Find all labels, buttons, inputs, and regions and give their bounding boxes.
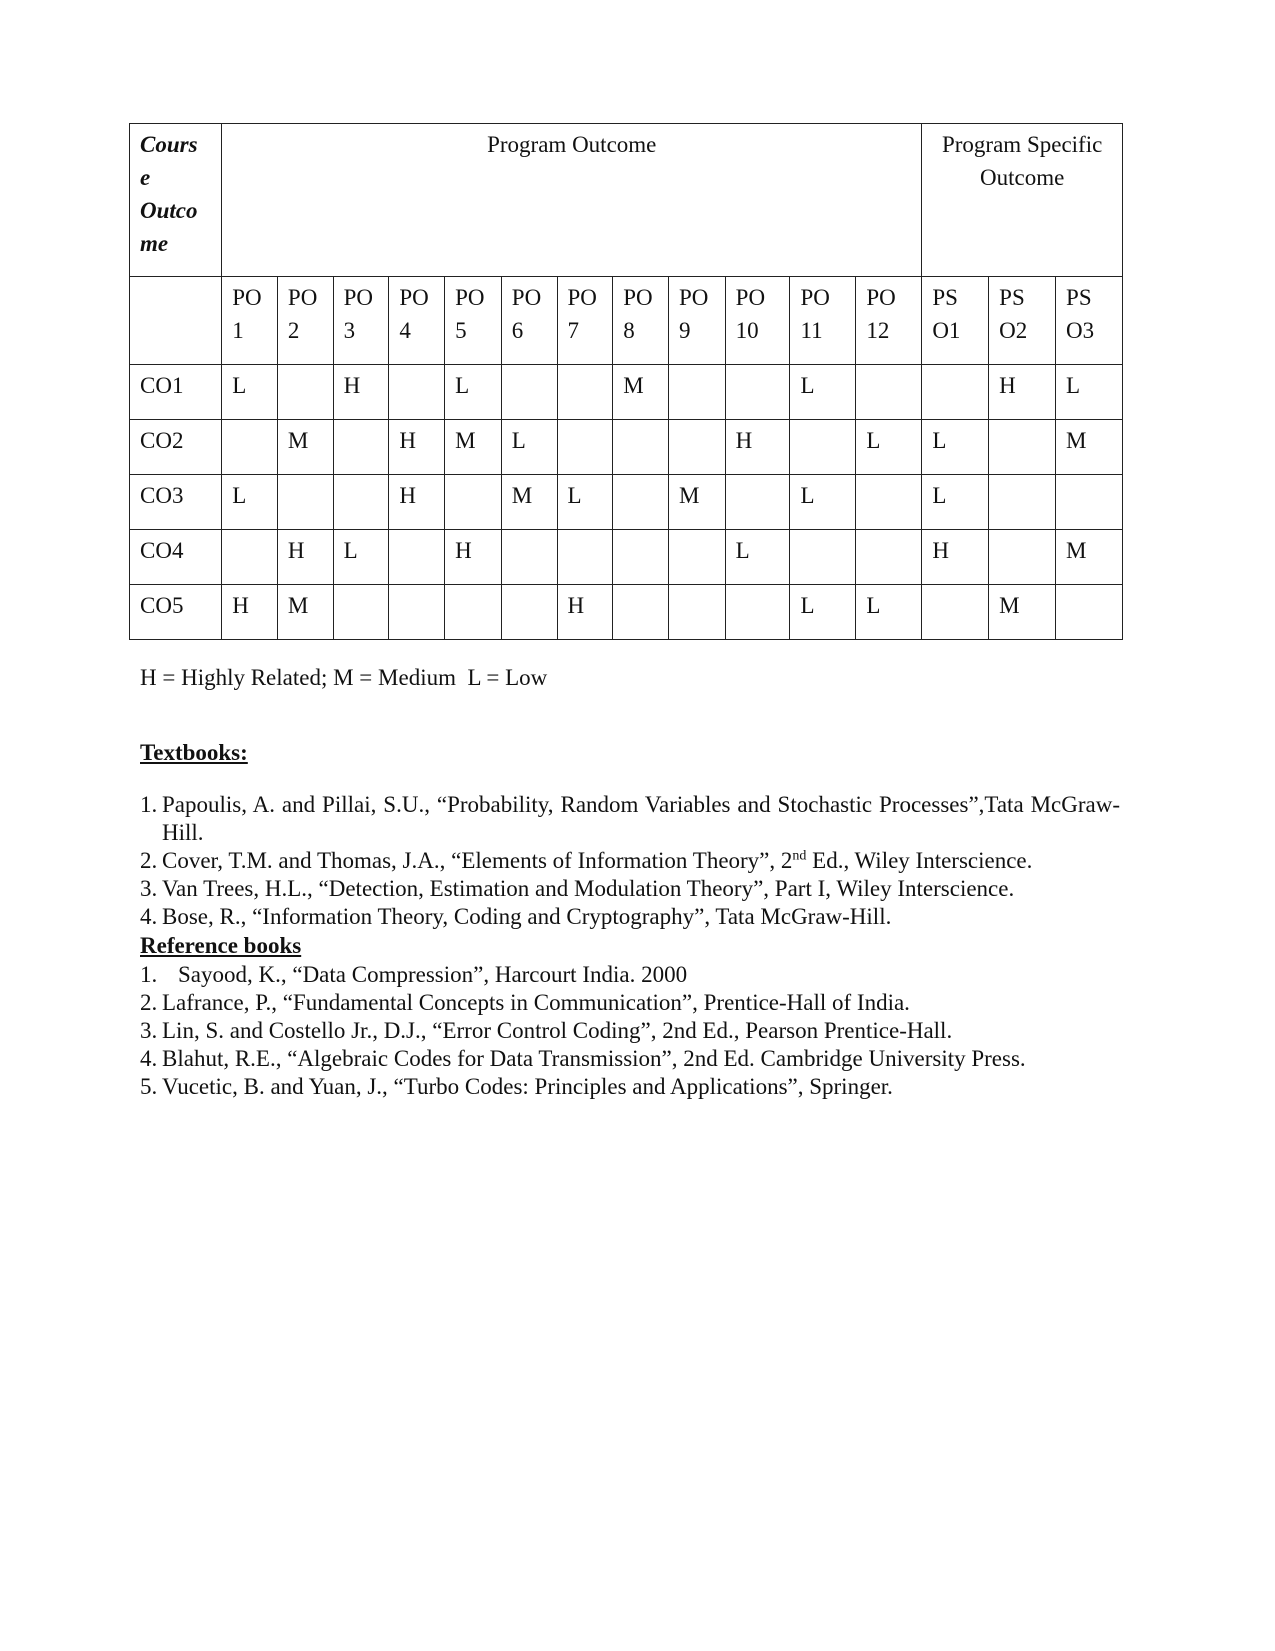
legend: H = Highly Related; M = Medium L = Low xyxy=(140,665,548,690)
po-label-cell: PO 12 xyxy=(856,277,922,365)
po-label-cell: PS O3 xyxy=(1056,277,1123,365)
mapping-cell: H xyxy=(389,420,445,475)
mapping-cell: M xyxy=(277,585,333,640)
mapping-cell xyxy=(856,365,922,420)
mapping-cell: L xyxy=(790,475,856,530)
reference-books-heading: Reference books xyxy=(140,933,302,958)
textbook-item: 3. Van Trees, H.L., “Detection, Estimation and Modulation Theory”, Part I, Wiley Interscience. xyxy=(140,876,1015,901)
mapping-cell: M xyxy=(445,420,502,475)
reference-item: 1. Sayood, K., “Data Compression”, Harcourt India. 2000 xyxy=(140,962,688,987)
po-label-cell: PS O2 xyxy=(989,277,1056,365)
po-label-cell: PO 4 xyxy=(389,277,445,365)
table-header-row xyxy=(130,124,1123,277)
mapping-cell xyxy=(989,475,1056,530)
po-label-cell: PO 10 xyxy=(725,277,790,365)
mapping-cell: H xyxy=(333,365,389,420)
mapping-cell xyxy=(725,365,790,420)
mapping-cell xyxy=(501,585,557,640)
mapping-cell: M xyxy=(277,420,333,475)
mapping-cell: H xyxy=(222,585,278,640)
course-outcome-label: CO1 xyxy=(130,365,222,420)
mapping-cell: M xyxy=(501,475,557,530)
mapping-cell xyxy=(668,420,725,475)
mapping-cell: H xyxy=(445,530,502,585)
mapping-cell: L xyxy=(790,585,856,640)
mapping-cell xyxy=(989,420,1056,475)
reference-item: 2. Lafrance, P., “Fundamental Concepts in Communication”, Prentice-Hall of India. xyxy=(140,990,910,1015)
mapping-cell: M xyxy=(989,585,1056,640)
blank-corner-cell xyxy=(130,277,222,365)
mapping-cell: L xyxy=(725,530,790,585)
co-po-mapping-table xyxy=(129,123,1123,640)
mapping-cell xyxy=(557,530,613,585)
table-row xyxy=(130,475,1123,530)
mapping-cell xyxy=(501,365,557,420)
mapping-cell xyxy=(790,530,856,585)
mapping-cell: H xyxy=(922,530,989,585)
textbook-item: 2. Cover, T.M. and Thomas, J.A., “Elements of Information Theory”, 2nd Ed., Wiley Interscience. xyxy=(140,848,1033,873)
mapping-cell: L xyxy=(445,365,502,420)
po-label-cell: PO 11 xyxy=(790,277,856,365)
textbook-item: 1. Papoulis, A. and Pillai, S.U., “Probability, Random Variables and Stochastic Processes”,Tata McGraw-Hill. xyxy=(140,792,1120,845)
mapping-cell xyxy=(222,420,278,475)
mapping-cell xyxy=(1056,585,1123,640)
mapping-cell xyxy=(856,475,922,530)
course-outcome-label: CO3 xyxy=(130,475,222,530)
mapping-cell: H xyxy=(557,585,613,640)
mapping-cell xyxy=(922,585,989,640)
course-outcome-header: Cours e Outco me xyxy=(130,124,222,277)
mapping-cell xyxy=(613,420,669,475)
mapping-cell xyxy=(389,365,445,420)
mapping-cell: H xyxy=(725,420,790,475)
mapping-cell xyxy=(277,365,333,420)
mapping-cell xyxy=(277,475,333,530)
course-outcome-label: CO5 xyxy=(130,585,222,640)
po-label-cell: PO 7 xyxy=(557,277,613,365)
mapping-cell: H xyxy=(389,475,445,530)
course-outcome-label: CO4 xyxy=(130,530,222,585)
reference-item: 3. Lin, S. and Costello Jr., D.J., “Error Control Coding”, 2nd Ed., Pearson Prentice-Hall. xyxy=(140,1018,953,1043)
mapping-cell: L xyxy=(501,420,557,475)
mapping-cell xyxy=(922,365,989,420)
mapping-cell xyxy=(725,475,790,530)
mapping-cell xyxy=(445,585,502,640)
po-label-cell: PO 9 xyxy=(668,277,725,365)
mapping-cell xyxy=(668,365,725,420)
table-row xyxy=(130,420,1123,475)
mapping-cell xyxy=(557,420,613,475)
mapping-cell: L xyxy=(922,475,989,530)
mapping-cell xyxy=(725,585,790,640)
po-label-cell: PO 5 xyxy=(445,277,502,365)
mapping-cell xyxy=(557,365,613,420)
mapping-cell xyxy=(333,585,389,640)
mapping-cell: M xyxy=(668,475,725,530)
mapping-cell xyxy=(1056,475,1123,530)
mapping-cell xyxy=(333,475,389,530)
po-labels-row xyxy=(130,277,1123,365)
mapping-cell: L xyxy=(333,530,389,585)
mapping-cell xyxy=(668,585,725,640)
textbooks-list xyxy=(140,791,1120,931)
mapping-cell xyxy=(856,530,922,585)
mapping-cell xyxy=(445,475,502,530)
po-label-cell: PO 2 xyxy=(277,277,333,365)
mapping-cell xyxy=(613,530,669,585)
mapping-cell xyxy=(389,585,445,640)
po-label-cell: PO 1 xyxy=(222,277,278,365)
po-label-cell: PO 3 xyxy=(333,277,389,365)
mapping-cell: L xyxy=(856,585,922,640)
mapping-cell xyxy=(222,530,278,585)
table-row xyxy=(130,585,1123,640)
mapping-cell xyxy=(501,530,557,585)
mapping-cell: H xyxy=(989,365,1056,420)
mapping-cell: L xyxy=(922,420,989,475)
po-label-cell: PO 6 xyxy=(501,277,557,365)
mapping-cell: M xyxy=(613,365,669,420)
mapping-cell xyxy=(989,530,1056,585)
reference-item: 5. Vucetic, B. and Yuan, J., “Turbo Codes: Principles and Applications”, Springer. xyxy=(140,1074,893,1099)
table-row xyxy=(130,530,1123,585)
mapping-cell: L xyxy=(557,475,613,530)
mapping-cell xyxy=(668,530,725,585)
mapping-cell xyxy=(613,585,669,640)
mapping-cell xyxy=(613,475,669,530)
program-specific-outcome-header: Program Specific Outcome xyxy=(922,124,1123,277)
mapping-cell: H xyxy=(277,530,333,585)
table-row xyxy=(130,365,1123,420)
textbooks-heading: Textbooks: xyxy=(140,740,248,765)
mapping-cell xyxy=(790,420,856,475)
po-label-cell: PS O1 xyxy=(922,277,989,365)
reference-item: 4. Blahut, R.E., “Algebraic Codes for Data Transmission”, 2nd Ed. Cambridge University Press. xyxy=(140,1046,1026,1071)
mapping-cell xyxy=(389,530,445,585)
mapping-cell: L xyxy=(222,365,278,420)
mapping-cell: L xyxy=(856,420,922,475)
mapping-cell: M xyxy=(1056,530,1123,585)
mapping-cell: L xyxy=(222,475,278,530)
po-label-cell: PO 8 xyxy=(613,277,669,365)
program-outcome-header: Program Outcome xyxy=(222,124,922,277)
course-outcome-label: CO2 xyxy=(130,420,222,475)
mapping-cell: M xyxy=(1056,420,1123,475)
mapping-cell: L xyxy=(1056,365,1123,420)
textbook-item: 4. Bose, R., “Information Theory, Coding and Cryptography”, Tata McGraw-Hill. xyxy=(140,904,892,929)
mapping-cell xyxy=(333,420,389,475)
reference-books-list xyxy=(140,961,1120,1101)
mapping-cell: L xyxy=(790,365,856,420)
